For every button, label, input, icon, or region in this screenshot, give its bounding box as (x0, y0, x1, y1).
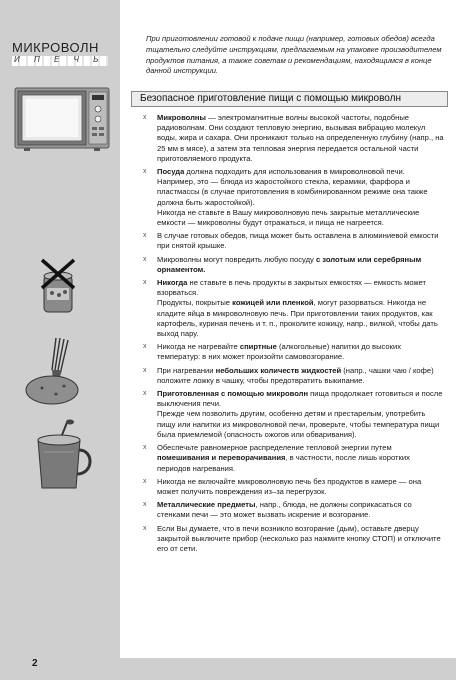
food-container-crossed-icon (38, 258, 78, 316)
bullet-marker: x (143, 366, 147, 374)
brand-logo (12, 40, 112, 66)
list-item: x Никогда не включайте микроволновую печь без продуктов в камере — она может получить повреждения из–за перегрузок. (143, 476, 422, 496)
bullet-marker: x (143, 343, 147, 351)
bullet-marker: x (143, 390, 147, 398)
list-item: x Посуда должна подходить для использования в микроволновой печи. Например, это — блюда из жаростойкого стекла, керамики, фарфора и пластмассы (в случае приготовления в комбинированном режиме она также должна быть жаростойкой). Никогда не ставьте в Вашу микроволновую печь закрытые металлические емкости — микроволны будут отражаться, и пища не нагреется. (143, 167, 428, 228)
list-item: x Обеспечьте равномерное распределение тепловой энергии путем помешивания и переворачивания, в частности, после лишь коротких периодов нагревания. (143, 443, 410, 473)
bullet-marker: x (143, 114, 147, 121)
page-number: 2 (32, 658, 38, 669)
brand-subtitle: И П Е Ч Ь (14, 55, 105, 64)
brand-title: МИКРОВОЛН (12, 40, 99, 55)
bullet-marker: x (143, 524, 147, 532)
list-item: x Приготовленная с помощью микроволн пища продолжает готовиться и после выключения печи. Прежде чем позволить другим, особенно детям и престарелым, употребить пищу или напитки из микроволновой печи, проверьте, чтобы температура пищи была приемлемой (опасность ожогов или обваривания). (143, 389, 443, 439)
bullet-marker: x (143, 477, 147, 485)
bullet-marker: x (143, 232, 147, 240)
bullet-marker: x (143, 255, 147, 263)
footer-band (120, 658, 456, 680)
bullet-marker: x (143, 279, 147, 287)
list-item: x Никогда не ставьте в печь продукты в закрытых емкостях — емкость может взорваться. Продукты, покрытые кожицей или пленкой, могут разорваться. Никогда не кладите яйца в микроволновую печь. При приготовлении таких продуктов, как картофель, куриная печень и т. п., проколите кожицу, напр., вилкой, чтобы дать выход пару. (143, 278, 438, 339)
list-item: x Микроволны — электромагнитные волны высокой частоты, подобные радиоволнам. Они создают тепловую энергию, вызывая вибрацию молекул воды, жира и сахара. Они проникают только на определенную глубину (напр., на 25 мм в мясе), а затем эта тепловая энергия передается остальной части приготовляемого продукта. (143, 113, 444, 163)
list-item: x Никогда не нагревайте спиртные (алкогольные) напитки до высоких температур: в них может произойти самовозгорание. (143, 342, 402, 362)
bullet-marker: x (143, 168, 147, 176)
list-item: x Микроволны могут повредить любую посуду с золотым или серебряным орнаментом. (143, 254, 422, 274)
microwave-oven-illustration (14, 87, 110, 151)
list-item: x Если Вы думаете, что в печи возникло возгорание (дым), оставьте дверцу закрытой выключите прибор (несколько раз нажмите кнопку СТОП) и отключите его от сети. (143, 523, 441, 553)
brand-subtitle-band (12, 56, 108, 66)
list-item: x Металлические предметы, напр., блюда, не должны соприкасаться со стенками печи — это может вызвать искрение и возгорание. (143, 500, 412, 520)
safety-list (141, 113, 445, 554)
bullet-marker: x (143, 501, 147, 509)
list-item: x При нагревании небольших количеств жидкостей (напр., чашки чаю / кофе) положите ложку в чашку, чтобы предотвратить выкипание. (143, 365, 434, 385)
intro-paragraph: При приготовлении готовой к подаче пищи (например, готовых обедов) всегда тщательно следуйте инструкциям, предлагаемым на упаковке производителем продуктов питания, а также советам и рекомендациям, находящимся в конце данной инструкции. (146, 34, 442, 76)
potato-fork-icon (22, 330, 86, 408)
cup-with-spoon-icon (28, 418, 98, 492)
section-title: Безопасное приготовление пищи с помощью микроволн (131, 91, 448, 107)
bullet-marker: x (143, 444, 147, 452)
list-item: x В случае готовых обедов, пища может быть оставлена в алюминиевой емкости при снятой крышке. (143, 231, 439, 251)
